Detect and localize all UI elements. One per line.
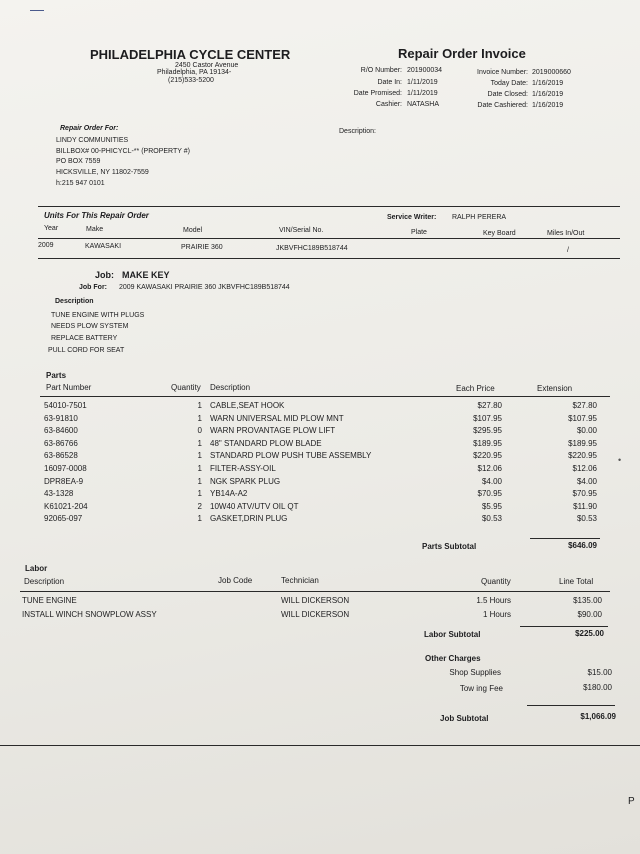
unit-year: 2009 bbox=[38, 242, 54, 249]
date-promised-value: 1/11/2019 bbox=[407, 90, 438, 97]
part-quantity: 1 bbox=[197, 476, 202, 486]
part-quantity: 1 bbox=[197, 438, 202, 448]
labor-header-line-total: Line Total bbox=[559, 577, 594, 586]
part-quantity: 1 bbox=[197, 514, 202, 524]
part-extension: $107.95 bbox=[568, 413, 597, 423]
date-cashiered-value: 1/16/2019 bbox=[532, 102, 564, 109]
customer-line: HICKSVILLE, NY 11802-7559 bbox=[56, 169, 149, 176]
labor-quantity: 1 Hours bbox=[482, 610, 511, 619]
part-each-price: $189.95 bbox=[473, 438, 502, 448]
date-in-value: 1/11/2019 bbox=[407, 79, 438, 86]
job-description-line: PULL CORD FOR SEAT bbox=[48, 347, 125, 354]
customer-line: BILLBOX# 00-PHICYCL-** (PROPERTY #) bbox=[56, 148, 190, 155]
part-description: GASKET,DRIN PLUG bbox=[210, 514, 288, 524]
parts-subtotal-value: $646.09 bbox=[568, 541, 597, 550]
customer-line: PO BOX 7559 bbox=[56, 158, 101, 165]
part-quantity: 0 bbox=[197, 426, 202, 436]
parts-header-each-price: Each Price bbox=[456, 384, 495, 393]
unit-make: KAWASAKI bbox=[85, 243, 122, 250]
job-description-line: TUNE ENGINE WITH PLUGS bbox=[51, 312, 145, 319]
job-description-line: REPLACE BATTERY bbox=[51, 335, 118, 342]
units-header-keyboard: Key Board bbox=[483, 230, 516, 237]
divider bbox=[38, 258, 620, 259]
part-number: 92065-097 bbox=[44, 514, 83, 524]
part-number: 54010-7501 bbox=[44, 401, 87, 410]
part-each-price: $220.95 bbox=[473, 451, 502, 461]
part-quantity: 2 bbox=[197, 501, 202, 511]
units-header-miles: Miles In/Out bbox=[547, 230, 585, 237]
pen-mark bbox=[30, 10, 44, 11]
part-number: K61021-204 bbox=[44, 501, 88, 511]
parts-header-part-number: Part Number bbox=[46, 383, 92, 392]
part-extension: $11.90 bbox=[573, 501, 597, 511]
other-charge-value: $15.00 bbox=[587, 668, 612, 677]
customer-line: h:215 947 0101 bbox=[56, 180, 105, 187]
part-description: WARN UNIVERSAL MID PLOW MNT bbox=[210, 413, 344, 423]
job-for-value: 2009 KAWASAKI PRAIRIE 360 JKBVFHC189B518744 bbox=[119, 284, 290, 291]
part-description: YB14A-A2 bbox=[210, 489, 248, 499]
part-number: 63-86766 bbox=[44, 438, 78, 448]
part-each-price: $107.95 bbox=[473, 413, 502, 423]
page-footer-fragment: P bbox=[628, 796, 635, 807]
shop-address-line2: Philadelphia, PA 19134- bbox=[157, 69, 232, 76]
labor-line-total: $90.00 bbox=[577, 610, 602, 619]
part-extension: $4.00 bbox=[576, 476, 597, 486]
part-extension: $12.06 bbox=[572, 464, 597, 473]
labor-header-description: Description bbox=[24, 577, 65, 586]
part-description: 10W40 ATV/UTV OIL QT bbox=[210, 501, 299, 511]
service-writer-value: RALPH PERERA bbox=[452, 214, 507, 221]
job-subtotal-label: Job Subtotal bbox=[440, 714, 489, 723]
divider bbox=[0, 745, 640, 746]
invoice-number-label: Invoice Number: bbox=[477, 69, 528, 76]
divider bbox=[20, 591, 610, 592]
other-charge-label: Shop Supplies bbox=[449, 668, 501, 677]
divider bbox=[38, 238, 620, 239]
units-heading: Units For This Repair Order bbox=[44, 211, 149, 220]
units-header-vin: VIN/Serial No. bbox=[279, 227, 324, 234]
units-header-make: Make bbox=[86, 226, 104, 233]
subtotal-rule bbox=[530, 538, 600, 539]
subtotal-rule bbox=[527, 705, 615, 706]
other-charges-heading: Other Charges bbox=[425, 654, 481, 663]
part-description: 48" STANDARD PLOW BLADE bbox=[210, 438, 322, 448]
part-number: 16097-0008 bbox=[44, 464, 87, 473]
part-quantity: 1 bbox=[197, 489, 202, 499]
part-description: STANDARD PLOW PUSH TUBE ASSEMBLY bbox=[210, 451, 372, 461]
part-each-price: $0.53 bbox=[481, 514, 502, 524]
part-number: 63-86528 bbox=[44, 451, 78, 461]
job-title-value: MAKE KEY bbox=[122, 270, 170, 280]
job-for-label: Job For: bbox=[79, 284, 107, 291]
divider bbox=[38, 206, 620, 207]
shop-name: PHILADELPHIA CYCLE CENTER bbox=[90, 47, 291, 62]
other-charge-value: $180.00 bbox=[583, 683, 612, 692]
part-each-price: $5.95 bbox=[481, 501, 502, 511]
date-in-label: Date In: bbox=[377, 79, 402, 86]
part-each-price: $295.95 bbox=[473, 426, 502, 436]
part-quantity: 1 bbox=[197, 401, 202, 410]
part-extension: $220.95 bbox=[568, 451, 597, 461]
stray-mark: • bbox=[618, 455, 622, 465]
part-extension: $0.00 bbox=[576, 426, 597, 436]
job-description-heading: Description bbox=[55, 298, 94, 305]
units-header-model: Model bbox=[183, 227, 203, 234]
units-header-plate: Plate bbox=[411, 229, 427, 236]
part-number: 63-84600 bbox=[44, 426, 78, 436]
other-charge-label: Tow ing Fee bbox=[459, 684, 503, 693]
part-quantity: 1 bbox=[197, 464, 202, 473]
cashier-value: NATASHA bbox=[407, 101, 440, 108]
date-cashiered-label: Date Cashiered: bbox=[477, 102, 528, 109]
invoice-number-value: 2019000660 bbox=[532, 69, 571, 76]
labor-line-total: $135.00 bbox=[573, 596, 602, 605]
date-closed-value: 1/16/2019 bbox=[532, 91, 564, 98]
labor-description: INSTALL WINCH SNOWPLOW ASSY bbox=[22, 610, 157, 619]
part-description: WARN PROVANTAGE PLOW LIFT bbox=[210, 426, 336, 436]
labor-technician: WILL DICKERSON bbox=[281, 596, 350, 605]
ro-number-value: 201900034 bbox=[407, 67, 443, 74]
date-closed-label: Date Closed: bbox=[487, 91, 528, 98]
part-number: DPR8EA-9 bbox=[44, 476, 84, 486]
part-each-price: $27.80 bbox=[477, 401, 502, 410]
part-description: CABLE,SEAT HOOK bbox=[210, 401, 285, 410]
date-promised-label: Date Promised: bbox=[353, 90, 402, 97]
part-extension: $0.53 bbox=[576, 514, 597, 524]
job-description-line: NEEDS PLOW SYSTEM bbox=[51, 323, 129, 330]
parts-header-quantity: Quantity bbox=[171, 383, 201, 392]
shop-phone: (215)533-5200 bbox=[168, 77, 214, 84]
subtotal-rule bbox=[520, 626, 608, 627]
job-title-label: Job: bbox=[95, 270, 114, 280]
labor-header-technician: Technician bbox=[281, 576, 319, 585]
labor-quantity: 1.5 Hours bbox=[476, 596, 511, 605]
job-subtotal-value: $1,066.09 bbox=[580, 712, 616, 721]
unit-vin: JKBVFHC189B518744 bbox=[276, 245, 348, 252]
labor-subtotal-label: Labor Subtotal bbox=[424, 630, 481, 639]
units-header-year: Year bbox=[44, 225, 59, 232]
part-number: 43-1328 bbox=[44, 489, 74, 499]
shop-address-line1: 2450 Castor Avenue bbox=[175, 62, 239, 69]
invoice-title: Repair Order Invoice bbox=[398, 46, 526, 61]
part-each-price: $70.95 bbox=[477, 489, 502, 499]
labor-technician: WILL DICKERSON bbox=[281, 610, 350, 619]
labor-heading: Labor bbox=[25, 564, 48, 573]
customer-line: LINDY COMMUNITIES bbox=[56, 137, 129, 144]
description-label: Description: bbox=[339, 128, 376, 135]
parts-header-description: Description bbox=[210, 383, 251, 392]
labor-description: TUNE ENGINE bbox=[22, 596, 77, 605]
unit-model: PRAIRIE 360 bbox=[181, 244, 223, 251]
part-description: FILTER-ASSY-OIL bbox=[210, 464, 276, 473]
parts-header-extension: Extension bbox=[537, 384, 573, 393]
part-number: 63-91810 bbox=[44, 413, 78, 423]
part-description: NGK SPARK PLUG bbox=[210, 476, 281, 486]
part-each-price: $4.00 bbox=[481, 476, 502, 486]
parts-subtotal-label: Parts Subtotal bbox=[422, 542, 477, 551]
part-extension: $27.80 bbox=[572, 401, 597, 410]
customer-heading: Repair Order For: bbox=[60, 125, 119, 132]
today-date-value: 1/16/2019 bbox=[532, 80, 564, 87]
part-each-price: $12.06 bbox=[477, 464, 502, 473]
part-extension: $189.95 bbox=[568, 438, 597, 448]
part-extension: $70.95 bbox=[572, 489, 597, 499]
labor-subtotal-value: $225.00 bbox=[575, 629, 604, 638]
part-quantity: 1 bbox=[197, 413, 202, 423]
labor-header-job-code: Job Code bbox=[218, 576, 253, 585]
ro-number-label: R/O Number: bbox=[360, 67, 402, 74]
today-date-label: Today Date: bbox=[490, 80, 528, 87]
service-writer-label: Service Writer: bbox=[387, 214, 437, 221]
part-quantity: 1 bbox=[197, 451, 202, 461]
cashier-label: Cashier: bbox=[375, 101, 402, 108]
unit-miles: / bbox=[567, 247, 569, 254]
labor-header-quantity: Quantity bbox=[481, 577, 511, 586]
parts-heading: Parts bbox=[46, 371, 67, 380]
divider bbox=[40, 396, 610, 397]
